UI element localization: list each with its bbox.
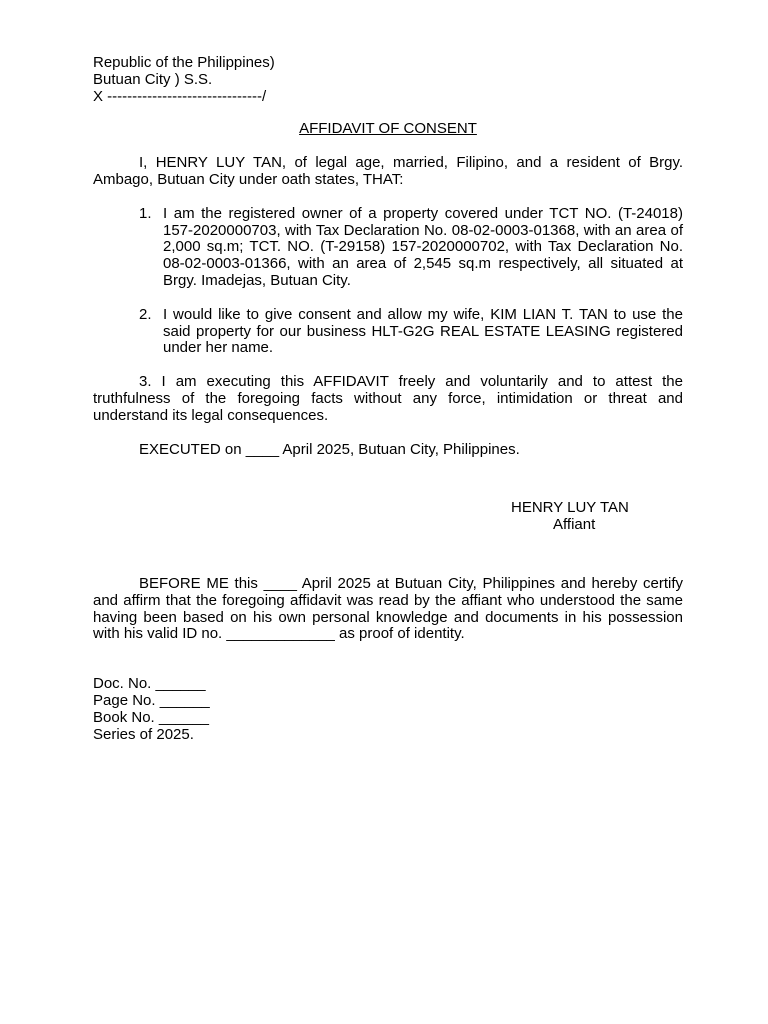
executed-line: EXECUTED on ____ April 2025, Butuan City, Philippines. — [139, 440, 520, 458]
list-item — [93, 206, 683, 290]
affiant-role: Affiant — [553, 516, 596, 534]
statement-list — [93, 206, 683, 357]
list-item-text: I am the registered owner of a property covered under TCT NO. (T-24018) 157-2020000703, with Tax Declaration No. 08-02-0003-01368, with an area of 2,000 sq.m; TCT. NO. (T-29158) 157-2020000702, with Tax Declaration No. 08-02-0003-01366, with an area of 2,545 sq.m respectively, all situated at Brgy. Imadejas, Butuan City. — [163, 204, 683, 289]
series-year: Series of 2025. — [93, 725, 194, 743]
signature-block — [511, 500, 641, 534]
page-number: Page No. ______ — [93, 691, 210, 709]
venue-separator: X -------------------------------/ — [93, 87, 267, 105]
venue-city: Butuan City ) S.S. — [93, 70, 213, 88]
list-item — [93, 307, 683, 357]
affiant-name: HENRY LUY TAN — [511, 499, 629, 517]
book-number: Book No. ______ — [93, 708, 209, 726]
doc-number: Doc. No. ______ — [93, 675, 206, 693]
jurat-paragraph: BEFORE ME this ____ April 2025 at Butuan City, Philippines and hereby certify and affirm that the foregoing affidavit was read by the affiant who understood the same having been based on his own personal knowledge and documents in his possession with his valid ID no. _____________ as proof of identity. — [93, 574, 683, 643]
paragraph-three: 3. I am executing this AFFIDAVIT freely and voluntarily and to attest the truthfulness of the foregoing facts without any force, intimidation or threat and understand its legal consequences. — [93, 373, 683, 424]
list-item-text: I would like to give consent and allow my wife, KIM LIAN T. TAN to use the said property for our business HLT-G2G REAL ESTATE LEASING registered under her name. — [163, 305, 683, 357]
affidavit-document — [93, 55, 683, 743]
venue-block — [93, 55, 683, 105]
notary-block — [93, 676, 683, 743]
list-item-number: 2. — [139, 305, 152, 323]
document-title: AFFIDAVIT OF CONSENT — [299, 120, 477, 138]
venue-country: Republic of the Philippines) — [93, 54, 275, 71]
list-item-number: 1. — [139, 204, 152, 222]
intro-paragraph: I, HENRY LUY TAN, of legal age, married, Filipino, and a resident of Brgy. Ambago, Butuan City under oath states, THAT: — [93, 154, 683, 188]
